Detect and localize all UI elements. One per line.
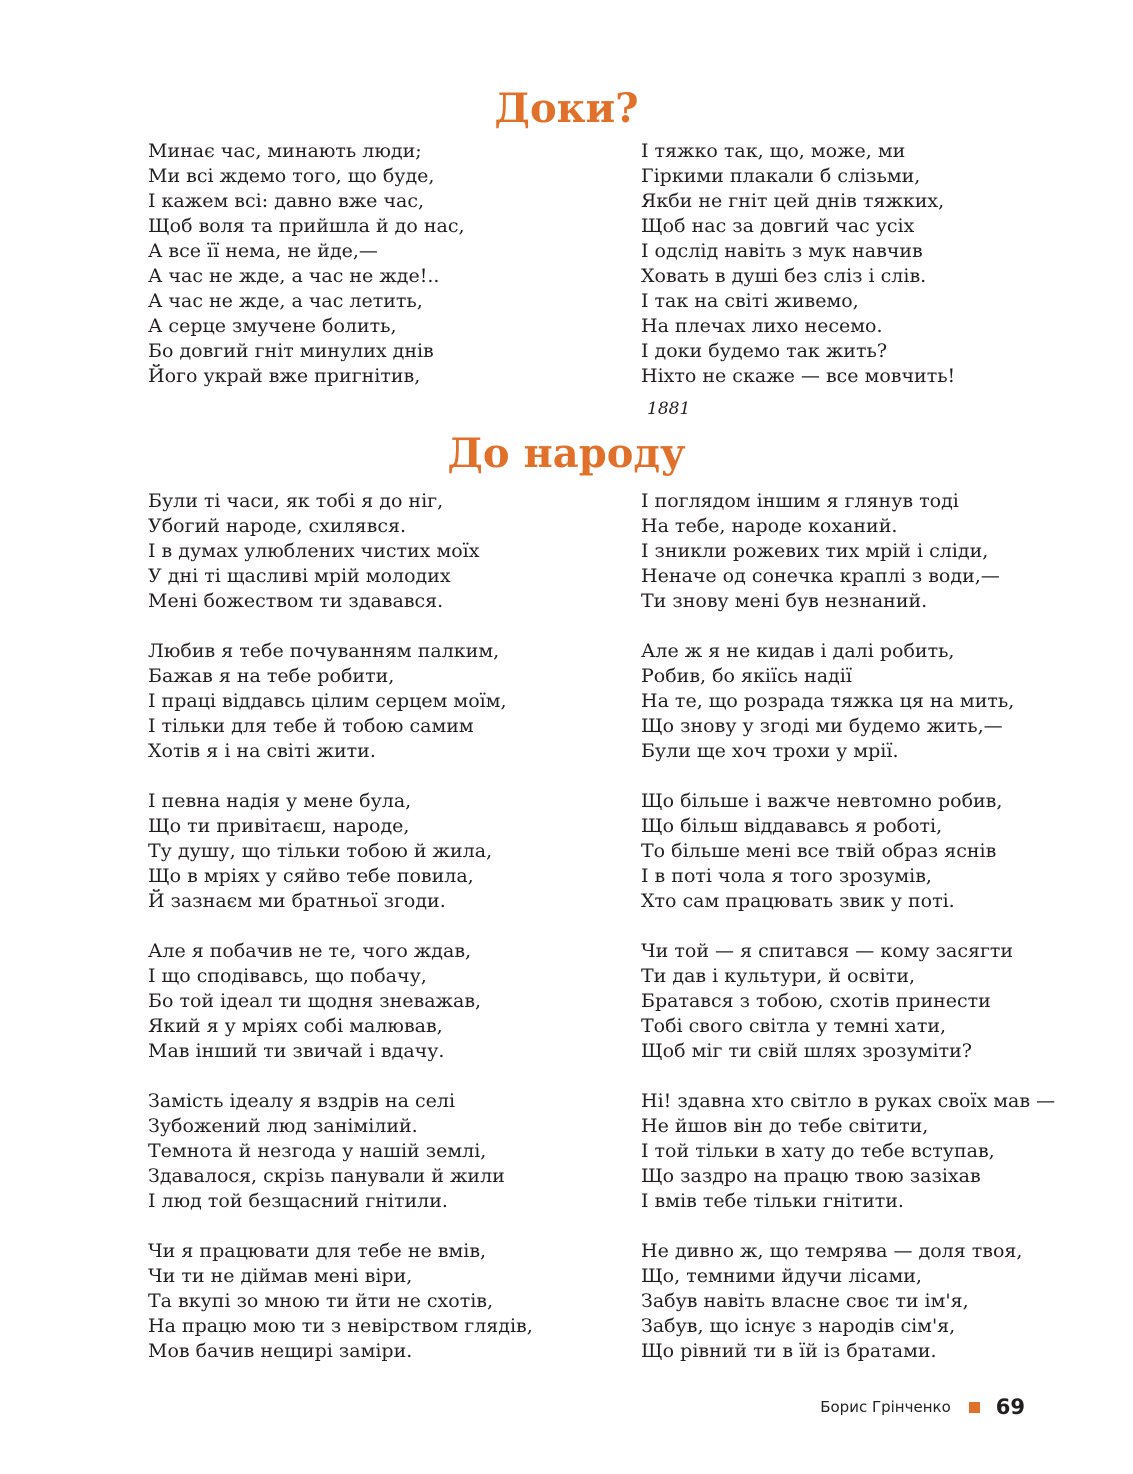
stanza-gap — [148, 1064, 533, 1089]
page-number: 69 — [995, 1395, 1025, 1419]
stanza — [641, 789, 1055, 914]
verse-line: Що знову у згоді ми будемо жить,— — [641, 715, 1003, 737]
stanza — [148, 1089, 533, 1214]
verse-line: Гіркими плакали б слізьми, — [641, 165, 921, 187]
stanza-gap — [148, 614, 533, 639]
verse-line: І вмів тебе тільки гнітити. — [641, 1190, 904, 1212]
verse-line: Але ж я не кидав і далі робить, — [641, 640, 955, 662]
verse-line: Чи я працювати для тебе не вмів, — [148, 1240, 487, 1262]
verse-line: Щоб міг ти свій шлях зрозуміти? — [641, 1040, 972, 1062]
verse-line: Зубожений люд занімілий. — [148, 1115, 418, 1137]
verse-line: На тебе, народе коханий. — [641, 515, 898, 537]
verse-line: І люд той безщасний гнітили. — [148, 1190, 448, 1212]
verse-line: А серце змучене болить, — [148, 315, 397, 337]
footer-square-marker — [969, 1402, 980, 1413]
poem2-right-column — [641, 489, 1055, 1364]
verse-line: Який я у мріях собі малював, — [148, 1015, 443, 1037]
verse-line: А час не жде, а час не жде!.. — [148, 265, 440, 287]
verse-line: На плечах лихо несемо. — [641, 315, 883, 337]
verse-line: Минає час, минають люди; — [148, 140, 422, 162]
stanza — [148, 489, 533, 614]
verse-line: Не йшов він до тебе світити, — [641, 1115, 929, 1137]
verse-line: На працю мою ти з невірством глядів, — [148, 1315, 533, 1337]
verse-line: Любив я тебе почуванням палким, — [148, 640, 500, 662]
verse-line: Бо той ідеал ти щодня зневажав, — [148, 990, 482, 1012]
verse-line: Ти знову мені був незнаний. — [641, 590, 928, 612]
verse-line: Що, темними йдучи лісами, — [641, 1265, 922, 1287]
verse-line: Що більше і важче невтомно робив, — [641, 790, 1003, 812]
verse-line: І що сподівавсь, що побачу, — [148, 965, 427, 987]
verse-line: І певна надія у мене була, — [148, 790, 412, 812]
poem-date: 1881 — [647, 399, 691, 419]
verse-line: І так на світі живемо, — [641, 290, 859, 312]
verse-line: Темнота й незгода у нашій землі, — [148, 1140, 487, 1162]
verse-line: Якби не гніт цей днів тяжких, — [641, 190, 945, 212]
verse-line: Бажав я на тебе робити, — [148, 665, 395, 687]
verse-line: На те, що розрада тяжка ця на мить, — [641, 690, 1015, 712]
stanza — [641, 489, 1055, 614]
verse-line: Чи той — я спитався — кому засягти — [641, 940, 1014, 962]
verse-line: Не дивно ж, що темрява — доля твоя, — [641, 1240, 1023, 1262]
verse-line: Щоб нас за довгий час усіх — [641, 215, 915, 237]
stanza-gap — [641, 614, 1055, 639]
verse-line: І одслід навіть з мук навчив — [641, 240, 923, 262]
verse-line: І поглядом іншим я глянув тоді — [641, 490, 959, 512]
verse-line: І праці віддавсь цілим серцем моїм, — [148, 690, 507, 712]
verse-line: І в поті чола я того зрозумів, — [641, 865, 932, 887]
verse-line: І тяжко так, що, може, ми — [641, 140, 906, 162]
stanza — [148, 639, 533, 764]
verse-line: Щоб воля та прийшла й до нас, — [148, 215, 465, 237]
verse-line: Ми всі ждемо того, що буде, — [148, 165, 435, 187]
footer-author: Борис Грінченко — [820, 1398, 951, 1416]
verse-line: Хто сам працювать звик у поті. — [641, 890, 955, 912]
stanza — [148, 1239, 533, 1364]
poem-title-doky: Доки? — [494, 85, 639, 132]
verse-line: Ніхто не скаже — все мовчить! — [641, 365, 956, 387]
verse-line: Його украй вже пригнітив, — [148, 365, 421, 387]
verse-line: Що більш віддававсь я роботі, — [641, 815, 943, 837]
stanza-gap — [148, 764, 533, 789]
verse-line: А все її нема, не йде,— — [148, 240, 378, 262]
verse-line: Але я побачив не те, чого ждав, — [148, 940, 472, 962]
page-footer — [820, 1395, 1025, 1419]
verse-line: Убогий народе, схилявся. — [148, 515, 406, 537]
verse-line: Бо довгий гніт минулих днів — [148, 340, 434, 362]
verse-line: Що в мріях у сяйво тебе повила, — [148, 865, 474, 887]
verse-line: Були ще хоч трохи у мрії. — [641, 740, 899, 762]
verse-line: Неначе од сонечка краплі з води,— — [641, 565, 1000, 587]
verse-line: Забув, що існує з народів сім'я, — [641, 1315, 956, 1337]
verse-line: Замість ідеалу я вздрів на селі — [148, 1090, 456, 1112]
verse-line: Ти дав і культури, й освіти, — [641, 965, 916, 987]
stanza-gap — [148, 914, 533, 939]
verse-line: І доки будемо так жить? — [641, 340, 888, 362]
stanza — [641, 939, 1055, 1064]
verse-line: Хотів я і на світі жити. — [148, 740, 376, 762]
verse-line: Що ти привітаєш, народе, — [148, 815, 410, 837]
verse-line: Ні! здавна хто світло в руках своїх мав — — [641, 1090, 1056, 1112]
verse-line: І тільки для тебе й тобою самим — [148, 715, 474, 737]
verse-line: Мені божеством ти здавався. — [148, 590, 444, 612]
verse-line: Що заздро на працю твою зазіхав — [641, 1165, 981, 1187]
verse-line: У дні ті щасливі мрій молодих — [148, 565, 451, 587]
verse-line: Робив, бо якіїсь надії — [641, 665, 852, 687]
poem-title-do-narodu: До народу — [447, 430, 686, 477]
stanza — [641, 639, 1055, 764]
verse-line: Ту душу, що тільки тобою й жила, — [148, 840, 493, 862]
verse-line: То більше мені все твій образ яснів — [641, 840, 997, 862]
verse-line: Ховать в душі без сліз і слів. — [641, 265, 927, 287]
stanza — [641, 1089, 1055, 1214]
verse-line: І зникли рожевих тих мрій і сліди, — [641, 540, 989, 562]
verse-line: Забув навіть власне своє ти ім'я, — [641, 1290, 969, 1312]
poem1-right-column — [641, 139, 955, 389]
verse-line: Здавалося, скрізь панували й жили — [148, 1165, 505, 1187]
stanza — [148, 939, 533, 1064]
verse-line: Були ті часи, як тобі я до ніг, — [148, 490, 444, 512]
verse-line: І той тільки в хату до тебе вступав, — [641, 1140, 995, 1162]
stanza-gap — [641, 1064, 1055, 1089]
verse-line: Мов бачив нещирі заміри. — [148, 1340, 413, 1362]
verse-line: І кажем всі: давно вже час, — [148, 190, 425, 212]
verse-line: Й зазнаєм ми братньої згоди. — [148, 890, 446, 912]
stanza-gap — [148, 1214, 533, 1239]
verse-line: Мав інший ти звичай і вдачу. — [148, 1040, 445, 1062]
stanza-gap — [641, 1214, 1055, 1239]
stanza-gap — [641, 914, 1055, 939]
verse-line: Чи ти не діймав мені віри, — [148, 1265, 413, 1287]
verse-line: Та вкупі зо мною ти йти не схотів, — [148, 1290, 494, 1312]
stanza — [641, 1239, 1055, 1364]
verse-line: Що рівний ти в їй із братами. — [641, 1340, 937, 1362]
verse-line: Братався з тобою, схотів принести — [641, 990, 991, 1012]
verse-line: І в думах улюблених чистих моїх — [148, 540, 480, 562]
poem2-left-column — [148, 489, 533, 1364]
verse-line: А час не жде, а час летить, — [148, 290, 423, 312]
poem1-left-column — [148, 139, 465, 389]
verse-line: Тобі свого світла у темні хати, — [641, 1015, 947, 1037]
stanza — [148, 789, 533, 914]
stanza-gap — [641, 764, 1055, 789]
